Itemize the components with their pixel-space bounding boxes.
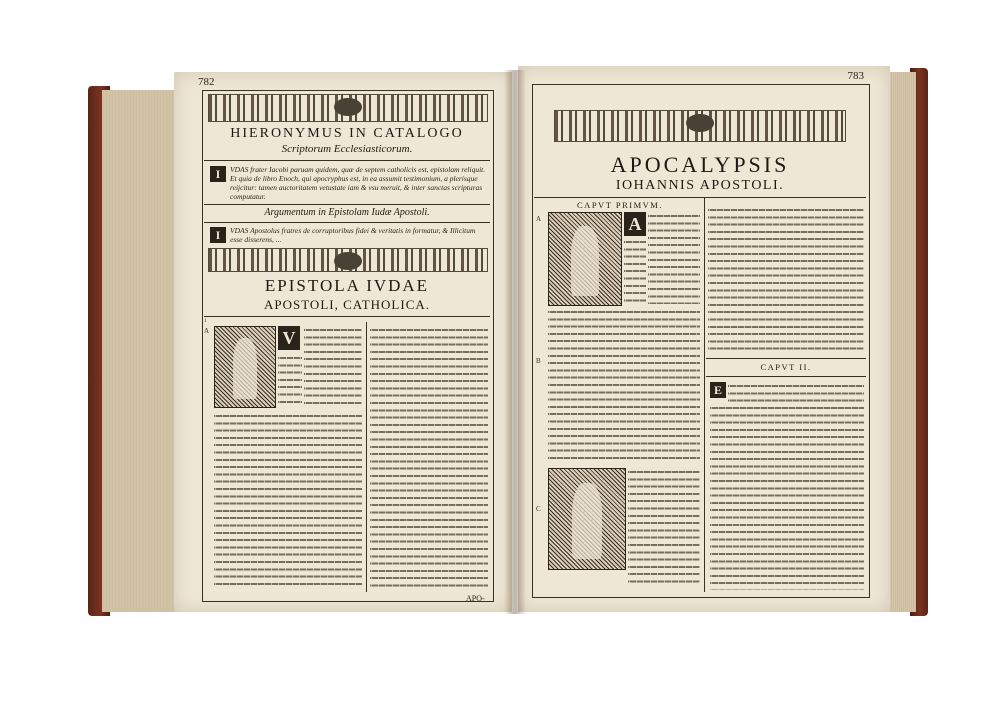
divider	[706, 358, 866, 359]
text-column-right-lower	[710, 404, 864, 590]
hieronymus-title: HIERONYMUS IN CATALOGO	[230, 126, 464, 141]
divider	[204, 204, 490, 205]
book-gutter	[504, 70, 526, 614]
column-divider	[704, 198, 705, 592]
woodcut-illustration-saint	[214, 326, 276, 408]
verse-number: 1	[204, 318, 207, 324]
dropcap-i: I	[210, 166, 226, 182]
text-column-right-lower	[728, 382, 864, 402]
headpiece-ornament-middle	[208, 248, 488, 272]
woodcut-illustration-john	[548, 212, 622, 306]
text-column-left	[548, 308, 700, 464]
catchword: APO-	[466, 594, 485, 603]
divider	[706, 376, 866, 377]
caput-primum-heading: CAPVT PRIMVM.	[577, 200, 663, 210]
dropcap-e: E	[710, 382, 726, 398]
open-book	[88, 64, 928, 624]
text-column-left-narrow	[278, 354, 302, 408]
divider	[204, 316, 490, 317]
headpiece-ornament	[554, 110, 846, 142]
text-column-left-lower	[628, 468, 700, 586]
caput-secundum-heading: CAPVT II.	[760, 362, 812, 372]
text-column-left	[214, 412, 362, 588]
text-column-left-narrow	[304, 326, 362, 408]
argumentum-title: Argumentum in Epistolam Iudæ Apostoli.	[264, 207, 430, 218]
column-divider	[366, 322, 367, 592]
page-edges-right	[890, 72, 916, 612]
argumentum-text: VDAS Apostolus fratres de corruptoribus fidei & veritatis in formatur, & Illicitum esse disserens, ...	[230, 226, 476, 244]
hieronymus-subtitle: Scriptorum Ecclesiasticorum.	[281, 143, 413, 155]
text-column-right-upper	[708, 206, 864, 354]
text-column-narrow	[648, 212, 700, 304]
divider	[204, 160, 490, 161]
epistola-subtitle: APOSTOLI, CATHOLICA.	[263, 297, 430, 312]
text-column-right	[370, 326, 488, 588]
section-letter: C	[536, 505, 541, 513]
left-page-number: 782	[198, 76, 215, 88]
text-column-narrow	[624, 238, 646, 304]
right-page-number: 783	[847, 70, 864, 82]
epistola-title: EPISTOLA IVDAE	[264, 276, 430, 295]
apocalypsis-title: APOCALYPSIS	[610, 152, 790, 177]
dropcap-a: A	[624, 212, 646, 236]
dropcap-i: I	[210, 227, 226, 243]
woodcut-illustration-vision	[548, 468, 626, 570]
right-page	[518, 66, 890, 612]
section-letter: A	[536, 215, 542, 223]
left-page	[174, 72, 512, 612]
headpiece-ornament-top	[208, 94, 488, 122]
dropcap-v: V	[278, 326, 300, 350]
intro-text: VDAS frater Iacobi paruam quidem, quæ de septem catholicis est, epistolam reliquit. Et quia de libro Enoch, qui apocryphus est, in ea assumit testimonium, a plerisque reijcitur: tamen auctoritatem vetustate iam & vsu meruit, & inter sanctas scripturas computatur.	[230, 165, 486, 201]
divider	[534, 197, 866, 198]
divider	[204, 222, 490, 223]
section-letter: B	[536, 357, 541, 365]
section-letter: A	[204, 327, 210, 335]
apocalypsis-subtitle: IOHANNIS APOSTOLI.	[615, 178, 785, 193]
page-edges-left	[102, 90, 180, 612]
